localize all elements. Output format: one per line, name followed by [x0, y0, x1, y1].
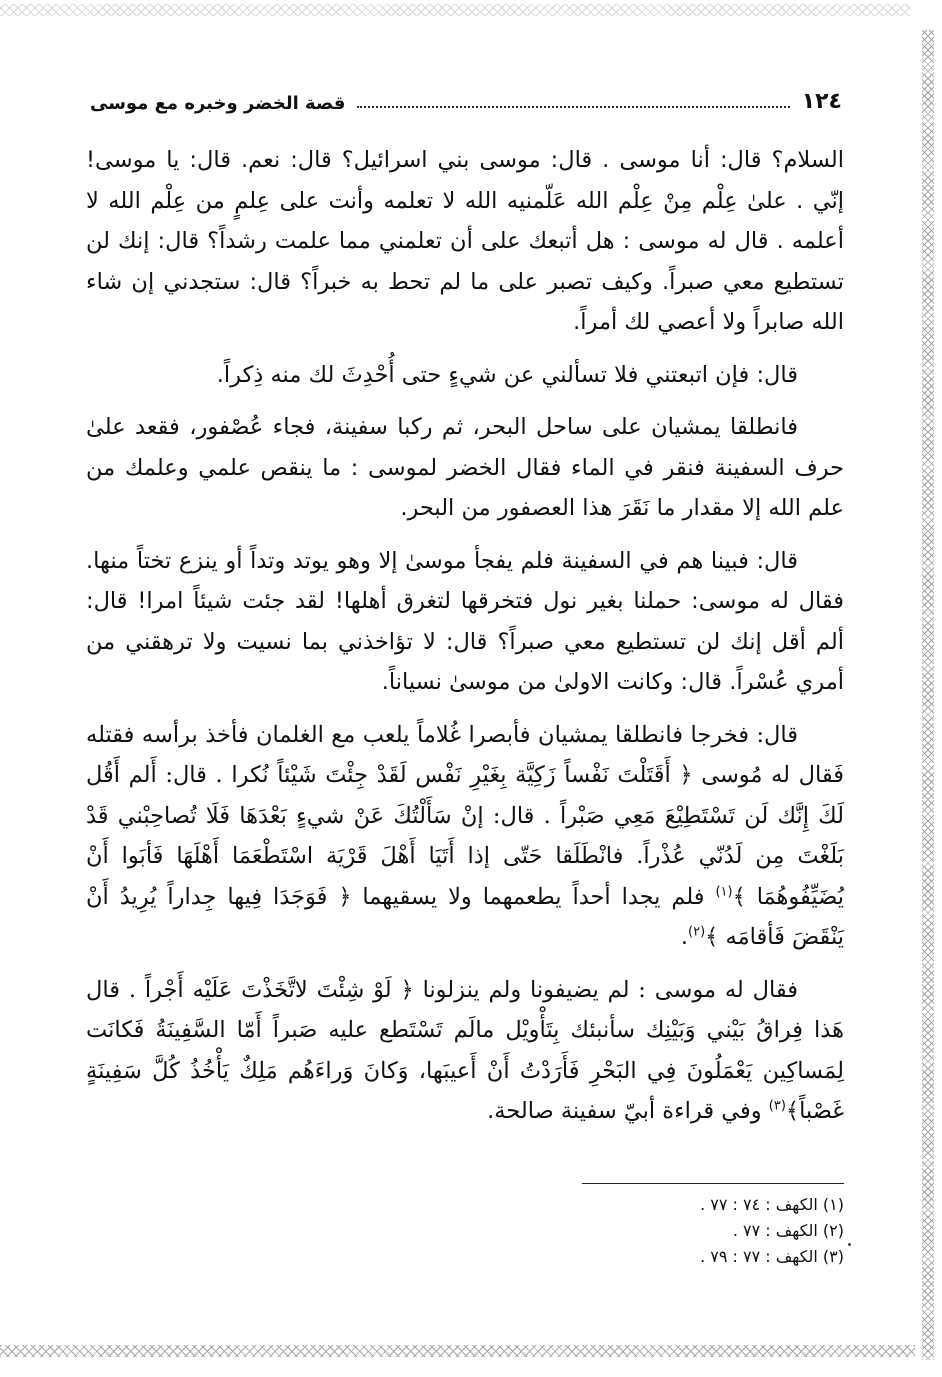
decorative-border-bottom: [0, 1345, 915, 1357]
header-leader-dots: [357, 96, 789, 108]
footnotes: [500, 1192, 844, 1270]
paragraph-6-text-b: وفي قراءة أبيّ سفينة صالحة.: [487, 1098, 769, 1124]
paragraph-2: قال: فإن اتبعتني فلا تسألني عن شيءٍ حتى أُحْدِثَ لك منه ذِكراً.: [216, 361, 798, 388]
decorative-border-right: [922, 30, 934, 1360]
footnote-ref-1[interactable]: (١): [715, 884, 733, 899]
paragraph-5: [86, 715, 844, 958]
footnote-2: (٢) الكهف : ٧٧ .: [732, 1221, 844, 1240]
footnote-separator: [582, 1183, 844, 1184]
paragraph-5-text-b: فلم يجدا أحداً يطعمهما ولا يسقيهما ﴿ فَوَجَدَا فِيها جِداراً يُرِيدُ أَنْ يَنْقَضَ فَأقامَه ﴾: [86, 883, 844, 950]
scan-speck: [848, 1243, 851, 1246]
page-header: [90, 84, 842, 114]
paragraph-4: قال: فبينا هم في السفينة فلم يفجأ موسىٰ إلا وهو يوتد وتداً أو ينزع تختاً منها. فقال له موسى: حملنا بغير نول فتخرقها لتغرق أهلها! لقد جئت شيئاً امرا! قال: ألم أقل إنك لن تستطيع معي صبراً؟ قال: لا تؤاخذني بما نسيت ولا ترهقني من أمري عُسْراً. قال: وكانت الاولىٰ من موسىٰ نسياناً.: [86, 547, 844, 695]
paragraph-3: فانطلقا يمشيان على ساحل البحر، ثم ركبا سفينة، فجاء عُصْفور، فقعد علىٰ حرف السفينة فنقر في الماء فقال الخضر لموسى : ما ينقص علمي وعلمك من علم الله إلا مقدار ما نَقَرَ هذا العصفور من البحر.: [86, 414, 844, 521]
paragraph-6-text-a: فقال له موسى : لم يضيفونا ولم ينزلونا ﴿ لَوْ شِئْتَ لاتَّخَذْتَ عَلَيْه أَجْراً . قال هَذا فِراقُ بَيْني وَبَيْنِك سأنبئك بِتَأْويْل مالَم تَسْتَطع عليه صَبراً أَمّا السَّفِينَةُ فَكانَت لِمَساكِين يَعْمَلُونَ فِي البَحْرِ فَأَرَدْتُ أَنْ أَعيبَها، وَكانَ وَراءَهُم مَلِكٌ يَأْخُذُ كُلَّ سَفِينَةٍ غَصْباً﴾: [86, 976, 844, 1124]
page-number: ١٢٤: [801, 89, 842, 114]
main-text: [86, 140, 844, 1144]
paragraph-6: [86, 970, 844, 1132]
running-title: قصة الخضر وخبره مع موسى: [90, 93, 346, 114]
footnote-ref-2[interactable]: (٢): [688, 924, 706, 940]
paragraph-5-text-c: .: [680, 924, 689, 950]
footnote-3: (٣) الكهف : ٧٧ : ٧٩ .: [700, 1247, 844, 1266]
paragraph-1: السلام؟ قال: أنا موسى . قال: موسى بني اسرائيل؟ قال: نعم. قال: يا موسى! إنّي . علىٰ عِلْم مِنْ عِلْم الله عَلّمنيه الله لا تعلمه وأنت على عِلمٍ من عِلْم الله لا أعلمه . قال له موسى : هل أتبعك على أن تعلمني مما علمت رشداً؟ قال: إنك لن تستطيع معي صبراً. وكيف تصبر على ما لم تحط به خبراً؟ قال: ستجدني إن شاء الله صابراً ولا أعصي لك أمراً.: [86, 147, 844, 335]
decorative-border-top: [0, 4, 910, 16]
paragraph-5-text-a: قال: فخرجا فانطلقا يمشيان فأبصرا غُلاماً يلعب مع الغلمان فأخذ برأسه فقتله فَقال له مُوسى ﴿ أَقَتَلْتَ نَفْساً زَكِيَّة بِغَيْرِ نَفْس لَقَدْ جِئْتَ شَيْئاً نُكرا . قال: أَلم أَقُل لَكَ إِنَّك لَن تَسْتَطِيْعَ مَعِي صَبْراً . قال: إنْ سَأَلْتُكَ عَنْ شيءٍ بَعْدَهَا فَلَا تُصاحِبْني قَدْ بَلَغْتَ مِن لَدُنّي عُذْراً. فانْطَلَقا حَتّى إذا أَتَيَا أَهْلَ قَرْيَة اسْتَطْعَمَا أَهْلَهَا فَأبَوا أَنْ يُضَيِّفُوهُمَا ﴾: [86, 721, 844, 910]
footnote-1: (١) الكهف : ٧٤ : ٧٧ .: [700, 1195, 844, 1214]
footnote-ref-3[interactable]: (٣): [768, 1098, 786, 1114]
